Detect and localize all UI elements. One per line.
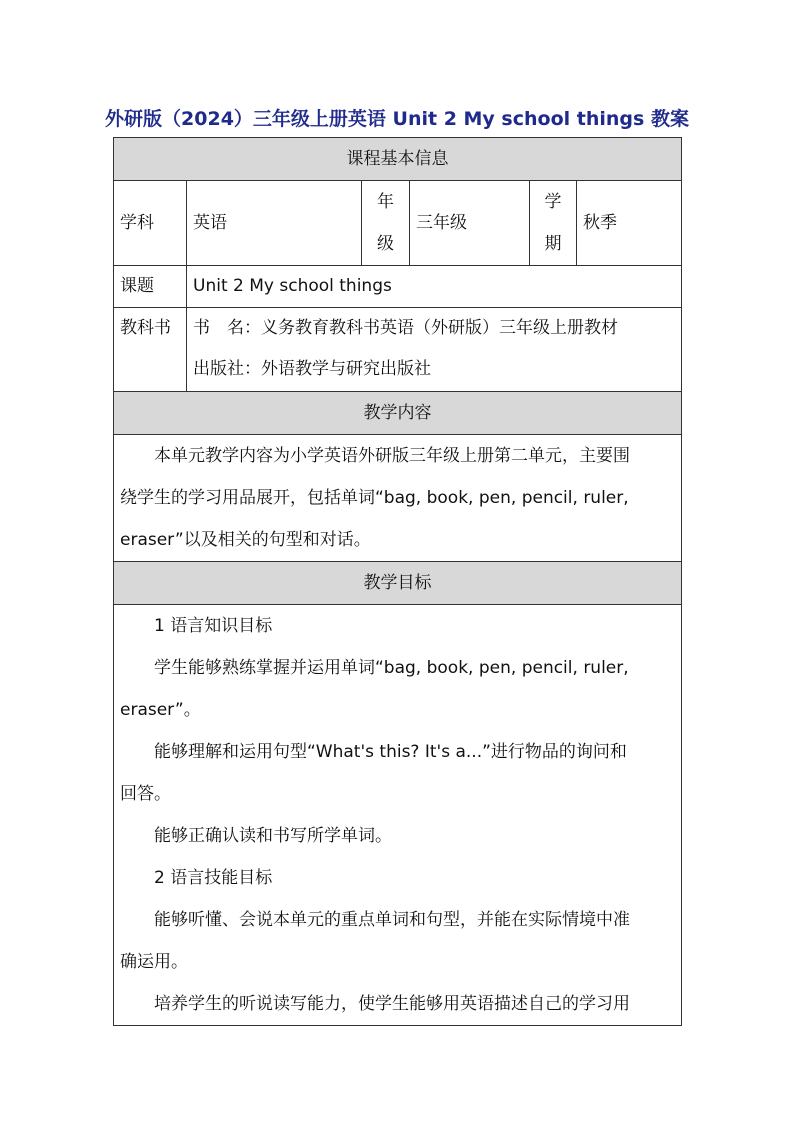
term-value: 秋季: [577, 181, 682, 266]
term-label: [530, 181, 577, 266]
topic-label: 课题: [114, 266, 187, 308]
objective-2-line-1: 能够理解和运用句型“What's this? It's a...”进行物品的询问和: [154, 742, 627, 762]
lesson-plan-table: [113, 137, 682, 1026]
content-body: [114, 435, 682, 562]
term-label-top: 学: [544, 192, 562, 212]
basic-info-header: 课程基本信息: [114, 138, 682, 181]
topic-value: Unit 2 My school things: [187, 266, 682, 308]
publisher-value: 外语教学与研究出版社: [261, 359, 431, 379]
objective-1-line-1: 学生能够熟练掌握并运用单词“bag, book, pen, pencil, ruler,: [154, 658, 629, 678]
grade-value: 三年级: [410, 181, 530, 266]
subject-value: 英语: [187, 181, 362, 266]
objective-3: 能够正确认读和书写所学单词。: [154, 826, 392, 846]
publisher-key: 出版社：: [193, 359, 261, 379]
objective-2-line-2: 回答。: [120, 784, 171, 804]
term-label-bottom: 期: [544, 234, 562, 254]
grade-label-bottom: 级: [377, 234, 394, 254]
skill-1-line-2: 确运用。: [120, 952, 188, 972]
document-title: 外研版（2024）三年级上册英语 Unit 2 My school things 教案: [105, 108, 689, 130]
book-name-key: 书 名：: [193, 318, 261, 338]
book-name-value: 义务教育教科书英语（外研版）三年级上册教材: [261, 318, 618, 338]
objective-1-line-2: eraser”。: [120, 700, 201, 720]
grade-label-top: 年: [377, 192, 394, 212]
textbook-info: [187, 308, 682, 392]
publisher-line: [193, 349, 675, 390]
book-name-line: [193, 308, 675, 349]
content-line-1: 本单元教学内容为小学英语外研版三年级上册第二单元，主要围: [154, 446, 630, 466]
content-line-2: 绕学生的学习用品展开，包括单词“bag, book, pen, pencil, ruler,: [120, 488, 629, 508]
textbook-label-text: 教科书: [120, 318, 171, 338]
objectives-header: 教学目标: [114, 562, 682, 605]
skill-1-line-1: 能够听懂、会说本单元的重点单词和句型，并能在实际情境中准: [154, 910, 630, 930]
skill-2-line-1: 培养学生的听说读写能力，使学生能够用英语描述自己的学习用: [154, 994, 630, 1014]
objective-heading-2: 2 语言技能目标: [154, 868, 273, 888]
content-line-3: eraser”以及相关的句型和对话。: [120, 530, 371, 550]
textbook-label: [114, 308, 187, 392]
objectives-body: [114, 605, 682, 1026]
content-header: 教学内容: [114, 392, 682, 435]
objective-heading-1: 1 语言知识目标: [154, 616, 273, 636]
subject-label: 学科: [114, 181, 187, 266]
grade-label: [362, 181, 410, 266]
